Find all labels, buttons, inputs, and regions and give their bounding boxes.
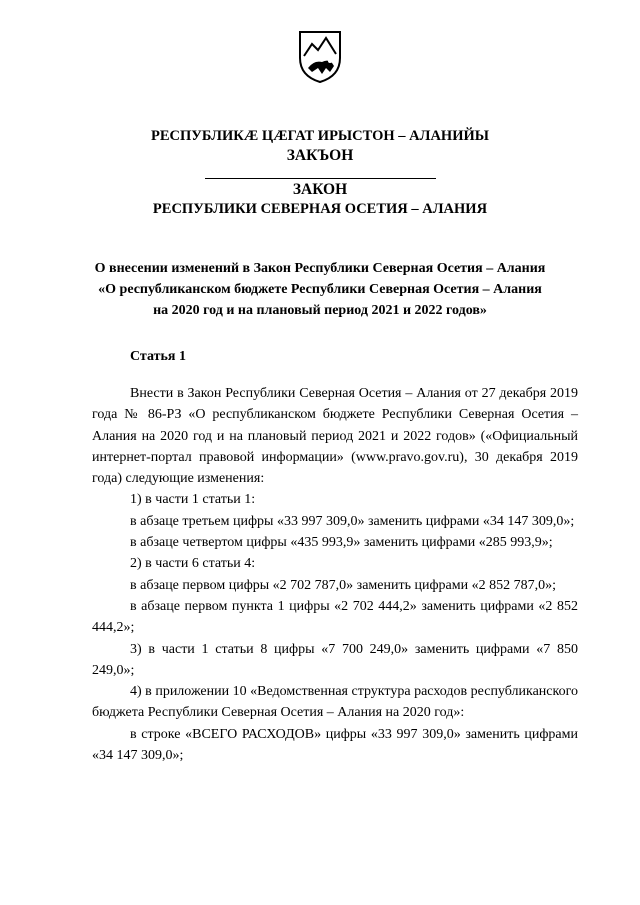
header-divider: [205, 178, 436, 179]
paragraph: в абзаце первом цифры «2 702 787,0» заменить цифрами «2 852 787,0»;: [130, 577, 556, 593]
paragraph: 2) в части 6 статьи 4:: [130, 556, 256, 572]
russian-republic-name: РЕСПУБЛИКИ СЕВЕРНАЯ ОСЕТИЯ – АЛАНИЯ: [152, 201, 488, 217]
law-title-line: О внесении изменений в Закон Республики Северная Осетия – Алания: [94, 261, 546, 276]
paragraph: 3) в части 1 статьи 8 цифры «7 700 249,0» заменить цифрами «7 850 249,0»;: [92, 641, 578, 678]
law-title-line: «О республиканском бюджете Республики Северная Осетия – Алания: [98, 282, 542, 297]
paragraph: 4) в приложении 10 «Ведомственная структура расходов республиканского бюджета Республики Северная Осетия – Алания на 2020 год»:: [92, 684, 578, 721]
paragraph: 1) в части 1 статьи 1:: [130, 492, 256, 508]
paragraph: в абзаце первом пункта 1 цифры «2 702 444,2» заменить цифрами «2 852 444,2»;: [92, 598, 578, 636]
paragraph: в абзаце четвертом цифры «435 993,9» заменить цифрами «285 993,9»;: [130, 535, 553, 551]
paragraph: Внести в Закон Республики Северная Осетия – Алания от 27 декабря 2019 года № 86-РЗ «О республиканском бюджете Республики Северная Осетия – Алания на 2020 год и на плановый период 2021 и 2022 годов» («Официальный интернет-портал правовой информации» (www.pravo.gov.ru), 30 декабря 2019 года) следующие изменения:: [92, 386, 578, 487]
article-heading: Статья 1: [130, 349, 186, 364]
law-title-line: на 2020 год и на плановый период 2021 и 2022 годов»: [153, 303, 487, 318]
russian-law-heading: ЗАКОН: [292, 181, 348, 198]
article-body: [92, 383, 578, 766]
ossetian-republic-name: РЕСПУБЛИКÆ ЦÆГАТ ИРЫСТОН – АЛАНИЙЫ: [151, 128, 489, 144]
law-title: [0, 258, 640, 321]
paragraph: в абзаце третьем цифры «33 997 309,0» заменить цифрами «34 147 309,0»;: [130, 513, 575, 529]
coat-of-arms-icon: [296, 28, 344, 84]
paragraph: в строке «ВСЕГО РАСХОДОВ» цифры «33 997 309,0» заменить цифрами «34 147 309,0»;: [92, 726, 578, 764]
ossetian-law-heading: ЗАКЪОН: [286, 147, 354, 164]
